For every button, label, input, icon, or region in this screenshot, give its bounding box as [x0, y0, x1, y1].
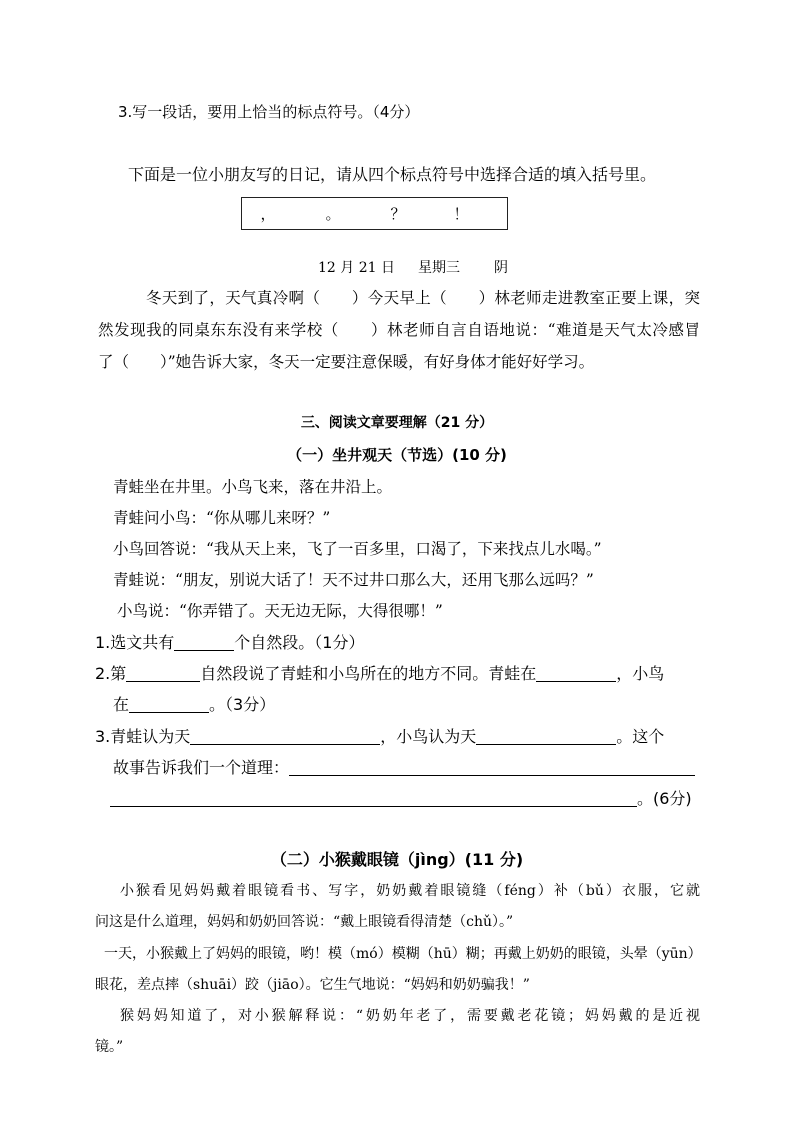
diary-weekday: 星期三	[418, 260, 460, 276]
answer-blank	[110, 805, 637, 807]
question-1	[95, 633, 364, 653]
question-3-continued	[110, 789, 692, 809]
punctuation-option-period: 。	[325, 205, 341, 223]
story-line: 眼花，差点摔（shuāi）跤（jiāo）。它生气地说：“妈妈和奶奶骗我！”	[95, 977, 530, 993]
answer-blank	[536, 680, 616, 682]
punctuation-option-exclamation: ！	[453, 205, 469, 223]
question-text: 。（3分）	[209, 695, 276, 714]
story-line: 问这是什么道理，妈妈和奶奶回答说：“戴上眼镜看得清楚（chǔ）。”	[95, 914, 514, 930]
story-line: 猴妈妈知道了，对小猴解释说：“奶奶年老了，需要戴老花镜；妈妈戴的是近视	[120, 1008, 700, 1024]
question-text: ，小鸟认为天	[380, 727, 477, 746]
diary-line: 然发现我的同桌东东没有来学校（ ）林老师自言自语地说：“难道是天气太冷感冒	[98, 321, 700, 339]
story-line: 镜。”	[95, 1039, 124, 1055]
question-3-continued	[113, 758, 695, 778]
passage-paragraph: 青蛙坐在井里。小鸟飞来，落在井沿上。	[113, 478, 393, 496]
passage-paragraph: 青蛙问小鸟：“你从哪儿来呀？”	[113, 509, 331, 527]
question-text: 1.选文共有	[95, 633, 175, 652]
passage-1-title: （一）坐井观天（节选）(10 分)	[287, 446, 507, 464]
passage-paragraph: 小鸟回答说：“我从天上来，飞了一百多里，口渴了，下来找点儿水喝。”	[113, 540, 602, 558]
answer-blank	[126, 680, 200, 682]
diary-weather: 阴	[494, 260, 508, 276]
passage-paragraph: 小鸟说：“你弄错了。天无边无际，大得很哪！”	[117, 602, 443, 620]
question-2-continued	[113, 695, 275, 715]
question-text: 自然段说了青蛙和小鸟所在的地方不同。青蛙在	[200, 664, 537, 683]
answer-blank	[190, 743, 380, 745]
story-line: 一天，小猴戴上了妈妈的眼镜，哟！模（mó）模糊（hū）糊；再戴上奶奶的眼镜，头晕（yūn）	[104, 946, 702, 962]
answer-blank	[129, 711, 209, 713]
diary-date: 12 月 21 日	[318, 260, 395, 276]
passage-2-title: （二）小猴戴眼镜（jìng）(11 分)	[270, 850, 524, 869]
answer-blank	[174, 649, 234, 651]
question-text: 故事告诉我们一个道理：	[113, 758, 290, 777]
punctuation-option-comma: ，	[260, 205, 276, 223]
question-text: 个自然段。（1分）	[234, 633, 365, 652]
section-title: 三、阅读文章要理解（21 分）	[300, 415, 494, 431]
punctuation-options-box	[241, 197, 508, 230]
question-2	[95, 664, 664, 684]
answer-blank	[289, 774, 695, 776]
diary-line: 冬天到了，天气真冷啊（ ）今天早上（ ）林老师走进教室正要上课，突	[146, 289, 700, 307]
writing-instruction: 下面是一位小朋友写的日记，请从四个标点符号中选择合适的填入括号里。	[128, 165, 657, 184]
answer-blank	[476, 743, 616, 745]
question-text: ，小鸟	[616, 664, 665, 683]
punctuation-option-question: ？	[390, 205, 406, 223]
diary-line: 了（ ）”她告诉大家，冬天一定要注意保暖，有好身体才能好好学习。	[98, 353, 595, 371]
question-text: 2.第	[95, 664, 127, 683]
writing-question: 3.写一段话，要用上恰当的标点符号。（4分）	[118, 103, 420, 121]
question-text: 。这个	[616, 727, 665, 746]
question-3	[95, 727, 664, 747]
passage-paragraph: 青蛙说：“朋友，别说大话了！天不过井口那么大，还用飞那么远吗？”	[113, 571, 594, 589]
question-text: 。(6分)	[637, 789, 692, 808]
question-text: 在	[113, 695, 130, 714]
question-text: 3.青蛙认为天	[95, 727, 191, 746]
story-line: 小猴看见妈妈戴着眼镜看书、写字，奶奶戴着眼镜缝（féng）补（bǔ）衣服，它就	[120, 883, 700, 899]
